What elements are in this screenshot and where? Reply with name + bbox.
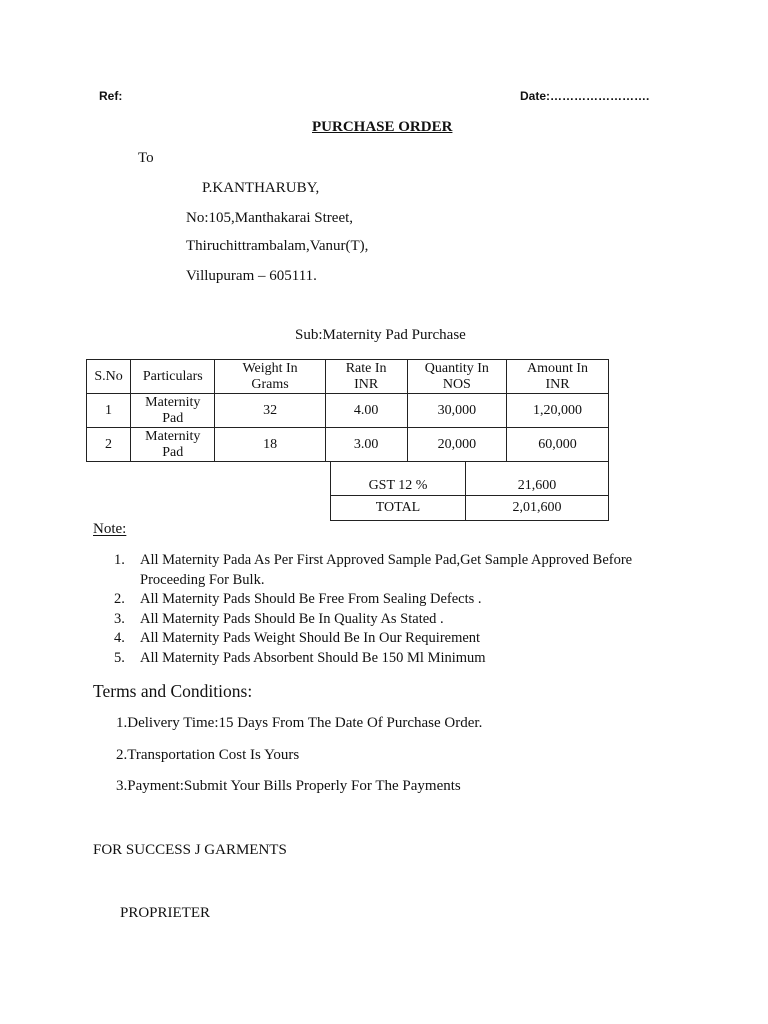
cell-rate: 4.00 [325,394,407,428]
note-text: All Maternity Pads Should Be Free From Sealing Defects . [140,591,482,607]
header-cell: Weight In Grams [215,360,325,394]
to-label: To [138,150,154,166]
list-item: 3. All Maternity Pads Should Be In Quality As Stated . [114,610,444,627]
note-label: Note: [93,521,127,537]
cell-sno: 1 [87,394,131,428]
cell-weight: 32 [215,394,325,428]
totals-table [330,461,609,521]
list-item: 5. All Maternity Pads Absorbent Should Be 150 Ml Minimum [114,649,486,666]
header-cell: Rate In INR [325,360,407,394]
total-label: TOTAL [331,496,466,521]
total-value: 2,01,600 [466,496,609,521]
document-title: PURCHASE ORDER [312,119,453,135]
items-table [86,359,609,462]
cell-rate: 3.00 [325,428,407,462]
ref-label: Ref: [99,89,123,103]
total-row [331,496,609,521]
header-cell: Quantity In NOS [407,360,506,394]
table-row [87,394,609,428]
cell-amount: 60,000 [507,428,609,462]
company-signoff: FOR SUCCESS J GARMENTS [93,842,287,858]
terms-item: 2.Transportation Cost Is Yours [116,747,300,763]
gst-row [331,462,609,496]
signatory-role: PROPRIETER [120,905,211,921]
cell-particulars: Maternity Pad [131,428,215,462]
list-item: 1. All Maternity Pada As Per First Approved Sample Pad,Get Sample Approved Before Proceeding For Bulk. [114,552,633,588]
header-cell: S.No [87,360,131,394]
cell-amount: 1,20,000 [507,394,609,428]
header-cell: Amount In INR [507,360,609,394]
table-header-row [87,360,609,394]
address-line: No:105,Manthakarai Street, [186,210,354,226]
subject-line: Sub:Maternity Pad Purchase [295,327,466,343]
note-text: All Maternity Pada As Per First Approved Sample Pad,Get Sample Approved Before Proceeding For Bulk. [140,552,633,588]
list-item: 4. All Maternity Pads Weight Should Be In Our Requirement [114,630,481,646]
cell-particulars: Maternity Pad [131,394,215,428]
gst-label: GST 12 % [331,462,466,496]
recipient-name: P.KANTHARUBY, [202,180,320,196]
header-cell: Particulars [131,360,215,394]
cell-quantity: 20,000 [407,428,506,462]
terms-heading: Terms and Conditions: [93,681,253,701]
address-line: Thiruchittrambalam,Vanur(T), [186,238,369,254]
cell-sno: 2 [87,428,131,462]
gst-value: 21,600 [466,462,609,496]
cell-quantity: 30,000 [407,394,506,428]
date-label: Date:……………………. [520,89,650,103]
note-text: All Maternity Pads Weight Should Be In Our Requirement [140,630,481,646]
table-row [87,428,609,462]
address-line: Villupuram – 605111. [186,268,317,284]
note-text: All Maternity Pads Should Be In Quality As Stated . [140,610,444,627]
notes-list [114,551,684,668]
cell-weight: 18 [215,428,325,462]
terms-item: 3.Payment:Submit Your Bills Properly For The Payments [116,778,461,794]
terms-item: 1.Delivery Time:15 Days From The Date Of Purchase Order. [116,715,483,731]
note-text: All Maternity Pads Absorbent Should Be 150 Ml Minimum [140,649,486,666]
list-item: 2. All Maternity Pads Should Be Free From Sealing Defects . [114,591,482,607]
